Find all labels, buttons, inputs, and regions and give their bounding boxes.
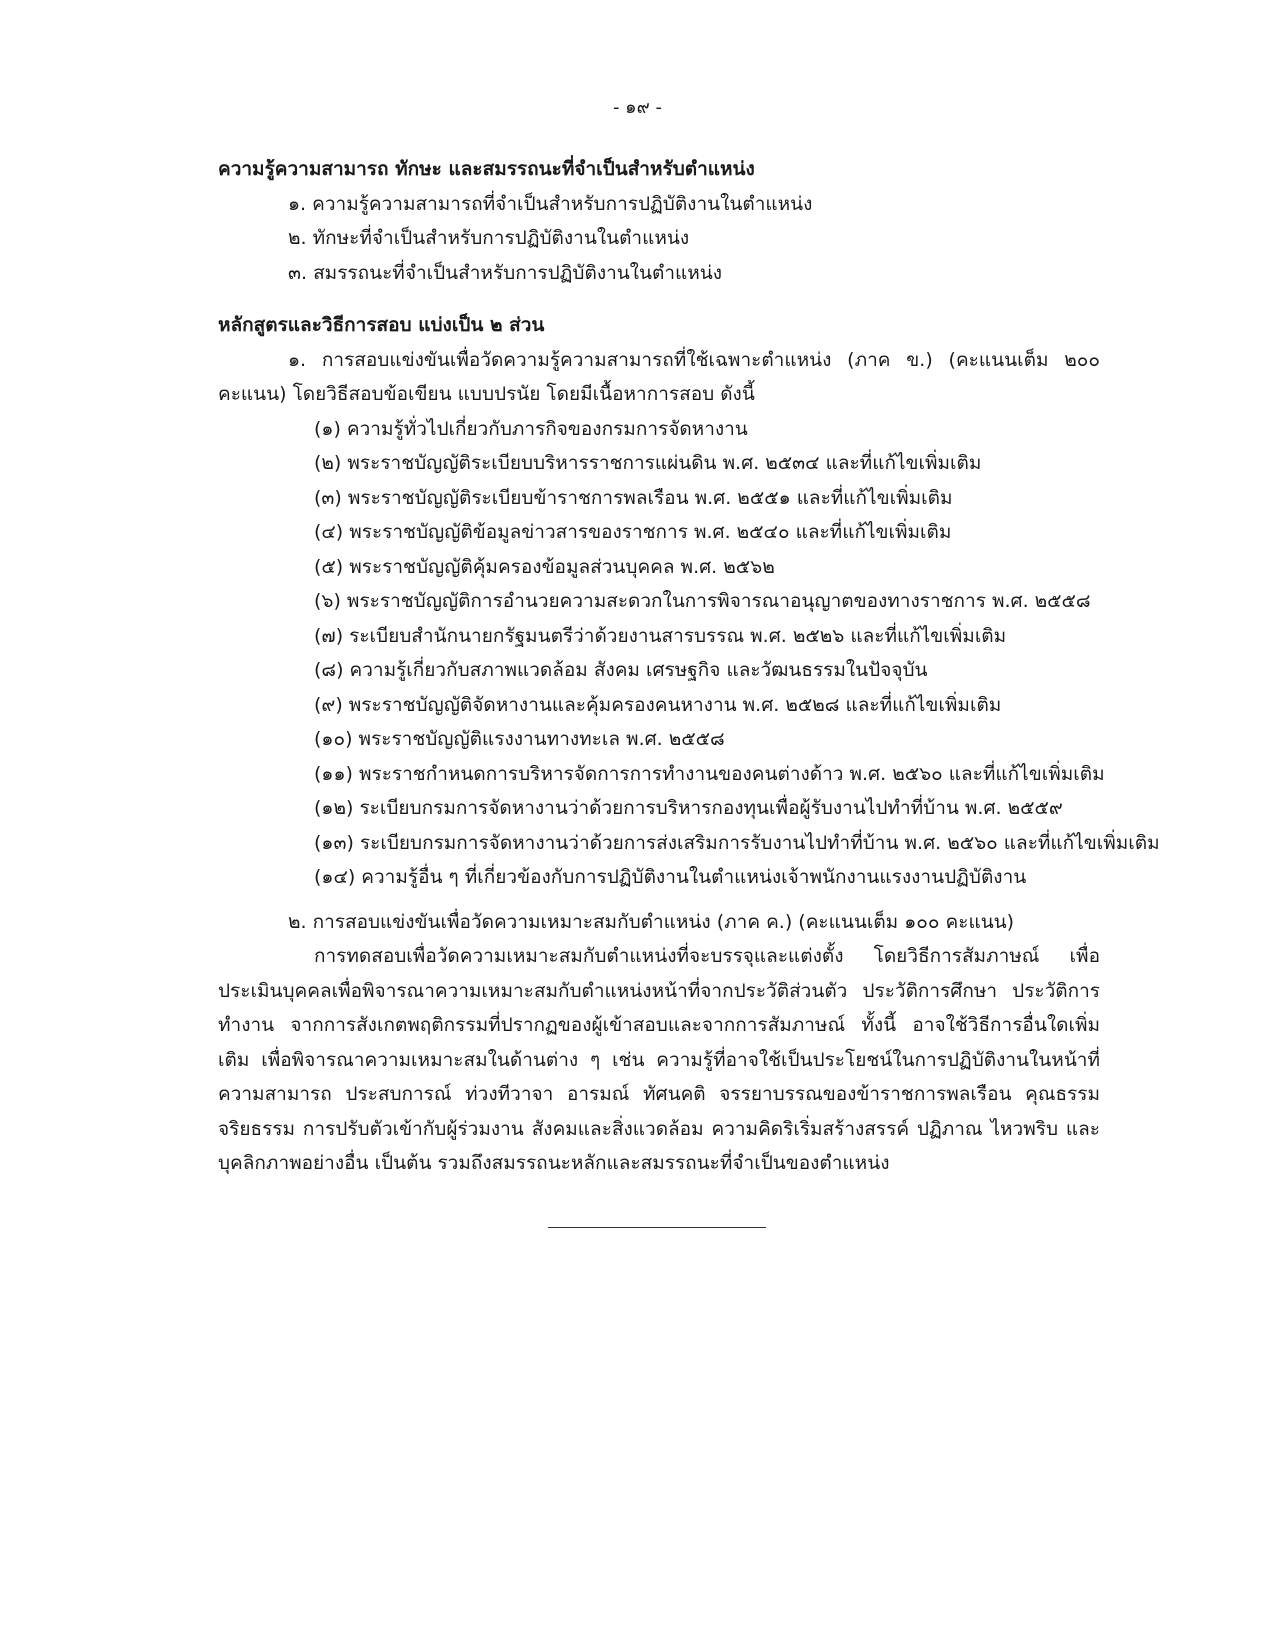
page-number: - ๑๙ - [612, 97, 663, 118]
exam-part2-body: การทดสอบเพื่อวัดความเหมาะสมกับตำแหน่งที่จะบรรจุและแต่งตั้ง โดยวิธีการสัมภาษณ์ เพื่อประเมินบุคคลเพื่อพิจารณาความเหมาะสมกับตำแหน่งหน้าที่จากประวัติส่วนตัว ประวัติการศึกษา ประวัติการทำงาน จากการสังเกตพฤติกรรมที่ปรากฏของผู้เข้าสอบและจากการสัมภาษณ์ ทั้งนี้ อาจใช้วิธีการอื่นใดเพิ่มเติม เพื่อพิจารณาความเหมาะสมในด้านต่าง ๆ เช่น ความรู้ที่อาจใช้เป็นประโยชน์ในการปฏิบัติงานในหน้าที่ ความสามารถ ประสบการณ์ ท่วงทีวาจา อารมณ์ ทัศนคติ จรรยาบรรณของข้าราชการพลเรือน คุณธรรม จริยธรรม การปรับตัวเข้ากับผู้ร่วมงาน สังคมและสิ่งแวดล้อม ความคิดริเริ่มสร้างสรรค์ ปฏิภาณ ไหวพริบ และบุคลิกภาพอย่างอื่น เป็นต้น รวมถึงสมรรถนะหลักและสมรรถนะที่จำเป็นของตำแหน่ง [218, 945, 1100, 1174]
exam-topic-item: (๔) พระราชบัญญัติข้อมูลข่าวสารของราชการ พ.ศ. ๒๕๔๐ และที่แก้ไขเพิ่มเติม [314, 521, 952, 543]
document-body [218, 152, 1160, 1181]
exam-part1-intro: ๑. การสอบแข่งขันเพื่อวัดความรู้ความสามารถที่ใช้เฉพาะตำแหน่ง (ภาค ข.) (คะแนนเต็ม ๒๐๐ คะแนน) โดยวิธีสอบข้อเขียน แบบปรนัย โดยมีเนื้อหาการสอบ ดังนี้ [218, 348, 1100, 405]
exam-topic-item: (๘) ความรู้เกี่ยวกับสภาพแวดล้อม สังคม เศรษฐกิจ และวัฒนธรรมในปัจจุบัน [314, 659, 928, 681]
exam-topic-item: (๑๐) พระราชบัญญัติแรงงานทางทะเล พ.ศ. ๒๕๕๘ [314, 728, 725, 750]
end-divider [548, 1227, 766, 1228]
exam-topic-item: (๙) พระราชบัญญัติจัดหางานและคุ้มครองคนหางาน พ.ศ. ๒๕๒๘ และที่แก้ไขเพิ่มเติม [314, 693, 1002, 716]
section-heading-competencies: ความรู้ความสามารถ ทักษะ และสมรรถนะที่จำเป็นสำหรับตำแหน่ง [218, 158, 755, 180]
competency-item: ๑. ความรู้ความสามารถที่จำเป็นสำหรับการปฏิบัติงานในตำแหน่ง [288, 192, 813, 215]
exam-topic-item: (๑๔) ความรู้อื่น ๆ ที่เกี่ยวข้องกับการปฏิบัติงานในตำแหน่งเจ้าพนักงานแรงงานปฏิบัติงาน [314, 866, 1027, 888]
exam-topic-item: (๗) ระเบียบสำนักนายกรัฐมนตรีว่าด้วยงานสารบรรณ พ.ศ. ๒๕๒๖ และที่แก้ไขเพิ่มเติม [314, 624, 1007, 647]
exam-part2-intro: ๒. การสอบแข่งขันเพื่อวัดความเหมาะสมกับตำแหน่ง (ภาค ค.) (คะแนนเต็ม ๑๐๐ คะแนน) [288, 910, 1015, 933]
exam-topic-item: (๓) พระราชบัญญัติระเบียบข้าราชการพลเรือน พ.ศ. ๒๕๕๑ และที่แก้ไขเพิ่มเติม [314, 486, 953, 509]
exam-topic-item: (๑๓) ระเบียบกรมการจัดหางานว่าด้วยการส่งเสริมการรับงานไปทำที่บ้าน พ.ศ. ๒๕๖๐ และที่แก้ไขเพิ่มเติม [314, 831, 1160, 854]
exam-topic-item: (๑๒) ระเบียบกรมการจัดหางานว่าด้วยการบริหารกองทุนเพื่อผู้รับงานไปทำที่บ้าน พ.ศ. ๒๕๕๙ [314, 797, 1063, 819]
exam-topic-item: (๒) พระราชบัญญัติระเบียบบริหารราชการแผ่นดิน พ.ศ. ๒๕๓๔ และที่แก้ไขเพิ่มเติม [314, 452, 982, 474]
exam-topic-item: (๖) พระราชบัญญัติการอำนวยความสะดวกในการพิจารณาอนุญาตของทางราชการ พ.ศ. ๒๕๕๘ [314, 590, 1091, 612]
exam-topic-item: (๕) พระราชบัญญัติคุ้มครองข้อมูลส่วนบุคคล พ.ศ. ๒๕๖๒ [314, 555, 775, 578]
exam-topic-item: (๑) ความรู้ทั่วไปเกี่ยวกับภารกิจของกรมการจัดหางาน [314, 417, 748, 440]
section-heading-exam-curriculum: หลักสูตรและวิธีการสอบ แบ่งเป็น ๒ ส่วน [218, 314, 545, 336]
competency-item: ๒. ทักษะที่จำเป็นสำหรับการปฏิบัติงานในตำแหน่ง [288, 227, 690, 249]
exam-topic-item: (๑๑) พระราชกำหนดการบริหารจัดการการทำงานของคนต่างด้าว พ.ศ. ๒๕๖๐ และที่แก้ไขเพิ่มเติม [314, 762, 1105, 785]
competency-item: ๓. สมรรถนะที่จำเป็นสำหรับการปฏิบัติงานในตำแหน่ง [288, 261, 723, 284]
